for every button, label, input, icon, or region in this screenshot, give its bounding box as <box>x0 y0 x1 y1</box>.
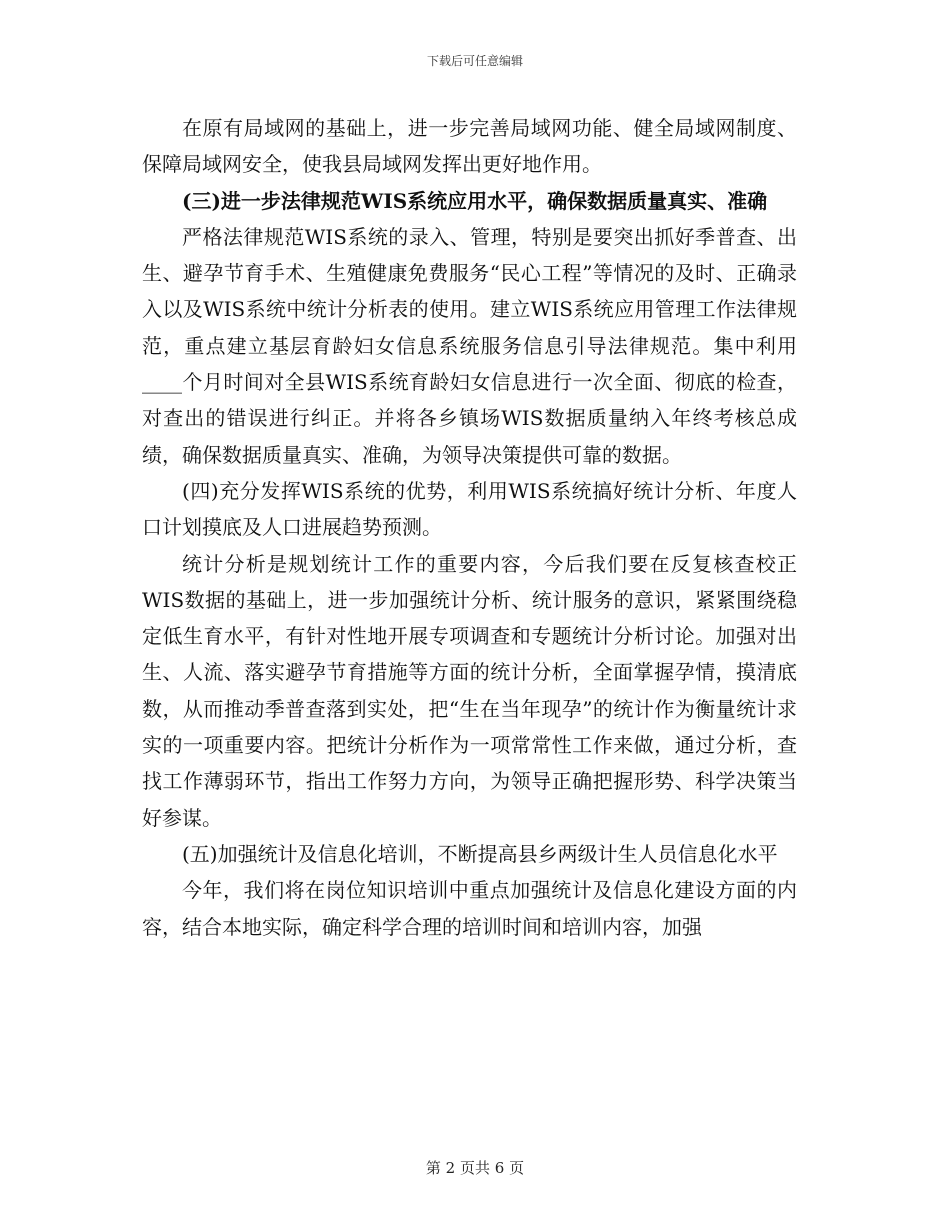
page-footer: 第 2 页共 6 页 <box>425 1159 525 1177</box>
paragraph-network: 在原有局域网的基础上，进一步完善局域网功能、健全局域网制度、保障局域网安全，使我县局域网发挥出更好地作用。 <box>142 116 797 177</box>
document-body <box>142 110 797 945</box>
paragraph-wis-standards: 严格法律规范WIS系统的录入、管理，特别是要突出抓好季普查、出生、避孕节育手术、生殖健康免费服务“民心工程”等情况的及时、正确录入以及WIS系统中统计分析表的使用。建立WIS系统应用管理工作法律规范，重点建立基层育龄妇女信息系统服务信息引导法律规范。集中利用____个月时间对全县WIS系统育龄妇女信息进行一次全面、彻底的检查，对查出的错误进行纠正。并将各乡镇场WIS数据质量纳入年终考核总成绩，确保数据质量真实、准确，为领导决策提供可靠的数据。 <box>142 224 797 467</box>
page-header: 下载后可任意编辑 <box>426 54 523 68</box>
section-heading-5: (五)加强统计及信息化培训，不断提高县乡两级计生人员信息化水平 <box>182 841 778 866</box>
section-heading-4: (四)充分发挥WIS系统的优势，利用WIS系统搞好统计分析、年度人口计划摸底及人口进展趋势预测。 <box>142 478 797 540</box>
paragraph-training: 今年，我们将在岗位知识培训中重点加强统计及信息化建设方面的内容，结合本地实际，确定科学合理的培训时间和培训内容，加强 <box>142 878 797 939</box>
section-heading-3: (三)进一步法律规范WIS系统应用水平，确保数据质量真实、准确 <box>182 188 768 213</box>
paragraph-statistics-analysis: 统计分析是规划统计工作的重要内容，今后我们要在反复核查校正WIS数据的基础上，进一步加强统计分析、统计服务的意识，紧紧围绕稳定低生育水平，有针对性地开展专项调查和专题统计分析讨论。加强对出生、人流、落实避孕节育措施等方面的统计分析，全面掌握孕情，摸清底数，从而推动季普查落到实处，把“生在当年现孕”的统计作为衡量统计求实的一项重要内容。把统计分析作为一项常常性工作来做，通过分析，查找工作薄弱环节，指出工作努力方向，为领导正确把握形势、科学决策当好参谋。 <box>142 551 797 830</box>
